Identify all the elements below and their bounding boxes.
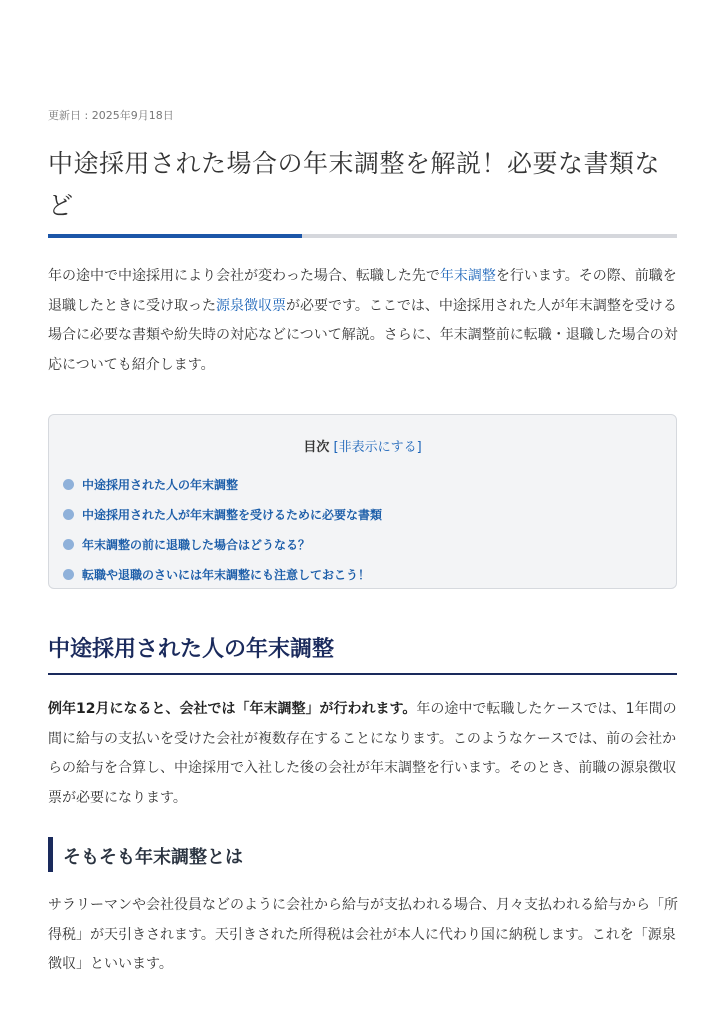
section-heading: 中途採用された人の年末調整 bbox=[48, 637, 335, 662]
intro-text-2: を行います。その際、前職を退職したときに受け取った bbox=[48, 268, 677, 314]
toc-item[interactable] bbox=[63, 529, 382, 559]
section-heading-rule bbox=[48, 673, 677, 675]
intro-text-3: が必要です。ここでは、中途採用された人が年末調整を受ける場合に必要な書類や紛失時の対応などについて解説。さらに、年末調整前に転職・退職した場合の対応についても紹介します。 bbox=[48, 297, 678, 373]
bullet-icon bbox=[63, 479, 74, 490]
intro-paragraph bbox=[48, 262, 678, 380]
subsection-paragraph: サラリーマンや会社役員などのように会社から給与が支払われる場合、月々支払われる給与から「所得税」が天引きされます。天引きされた所得税は会社が本人に代わり国に納税します。これを「源泉徴収」といいます。 bbox=[48, 897, 678, 972]
intro-text-1: 年の途中で中途採用により会社が変わった場合、転職した先で bbox=[48, 268, 440, 284]
toc-item[interactable] bbox=[63, 469, 382, 499]
toc-item-label[interactable]: 中途採用された人の年末調整 bbox=[82, 477, 239, 492]
bullet-icon bbox=[63, 509, 74, 520]
link-nenmatsu-chosei[interactable]: 年末調整 bbox=[439, 268, 496, 284]
toc-item-label[interactable]: 転職や退職のさいには年末調整にも注意しておこう！ bbox=[82, 567, 371, 582]
toc-list bbox=[63, 469, 382, 589]
section-paragraph-emphasis: 例年12月になると、会社では「年末調整」が行われます。 bbox=[48, 701, 417, 717]
toc-item-label[interactable]: 年末調整の前に退職した場合はどうなる？ bbox=[82, 537, 311, 552]
bullet-icon bbox=[63, 539, 74, 550]
subsection-heading-bar bbox=[48, 837, 53, 872]
link-gensen-choshuhyo[interactable]: 源泉徴収票 bbox=[216, 297, 286, 314]
toc-label: 目次 bbox=[303, 440, 330, 455]
toc-hide-toggle[interactable]: [非表示にする] bbox=[333, 440, 422, 455]
page-title: 中途採用された場合の年末調整を解説！必要な書類など bbox=[48, 149, 661, 220]
updated-date: 更新日 : 2025年9月18日 bbox=[48, 109, 174, 122]
toc-item[interactable] bbox=[63, 499, 382, 529]
table-of-contents bbox=[48, 414, 677, 589]
toc-header bbox=[49, 436, 676, 455]
section-paragraph bbox=[48, 695, 678, 813]
toc-item[interactable] bbox=[63, 559, 382, 589]
bullet-icon bbox=[63, 569, 74, 580]
toc-item-label[interactable]: 中途採用された人が年末調整を受けるために必要な書類 bbox=[82, 507, 383, 522]
section-paragraph-text: 年の途中で転職したケースでは、1年間の間に給与の支払いを受けた会社が複数存在することになります。このようなケースでは、前の会社からの給与を合算し、中途採用で入社した後の会社が年末調整を行います。そのとき、前職の源泉徴収票が必要になります。 bbox=[48, 701, 677, 806]
title-underline-accent bbox=[48, 234, 302, 238]
subsection-heading: そもそも年末調整とは bbox=[63, 847, 243, 868]
